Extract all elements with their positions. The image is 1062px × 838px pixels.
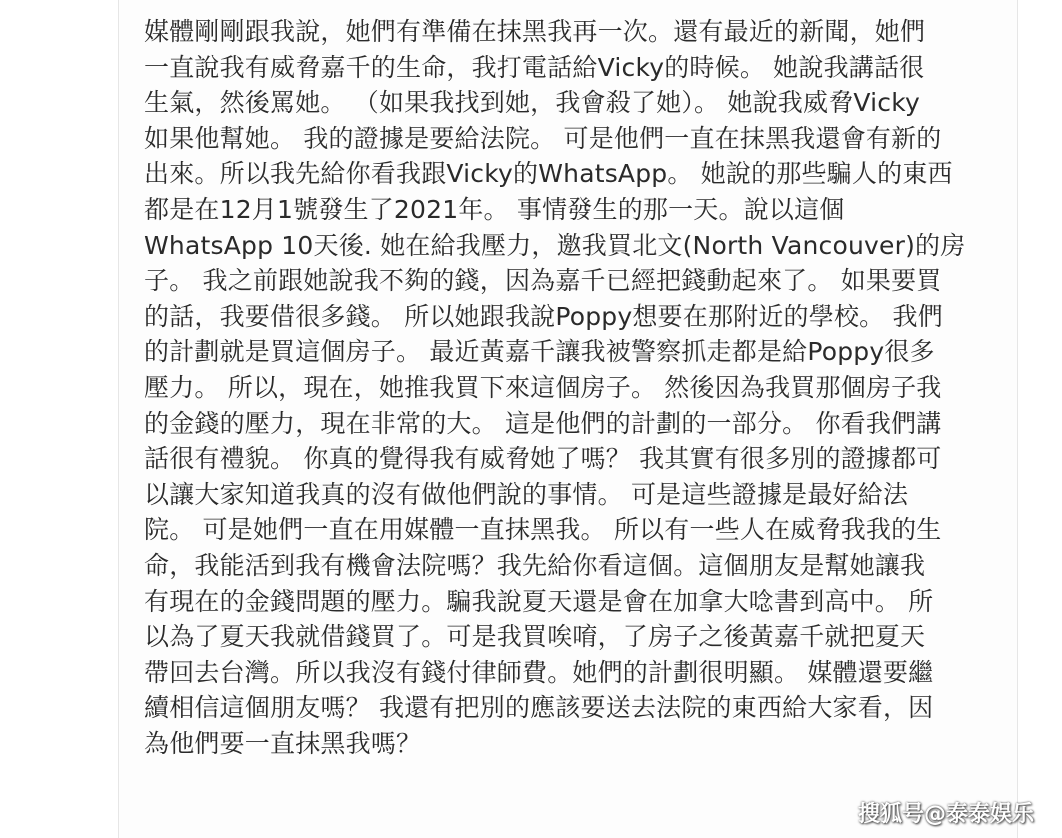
post-line-9: 的話，我要借很多錢。 所以她跟我說Poppy想要在那附近的學校。 我們	[144, 301, 943, 331]
post-line-14: 以讓大家知道我真的沒有做他們說的事情。 可是這些證據是最好給法	[144, 479, 909, 509]
post-line-11: 壓力。 所以，現在，她推我買下來這個房子。 然後因為我買那個房子我	[144, 372, 942, 402]
post-line-21: 為他們要一直抹黑我嗎？	[144, 728, 422, 758]
post-line-1: 媒體剛剛跟我說，她們有準備在抹黑我再一次。還有最近的新聞，她們	[144, 17, 926, 46]
post-line-4: 如果他幫她。 我的證據是要給法院。 可是他們一直在抹黑我還會有新的	[144, 123, 942, 153]
post-line-5: 出來。所以我先給你看我跟Vicky的WhatsApp。 她說的那些騙人的東西	[144, 159, 953, 189]
post-line-2: 一直說我有威脅嘉千的生命，我打電話給Vicky的時候。 她說我講話很	[144, 52, 925, 82]
post-line-17: 有現在的金錢問題的壓力。騙我說夏天還是會在加拿大唸書到高中。 所	[144, 586, 934, 616]
post-line-6: 都是在12月1號發生了2021年。 事情發生的那一天。說以這個	[144, 194, 845, 224]
post-line-19: 帶回去台灣。所以我沒有錢付律師費。她們的計劃很明顯。 媒體還要繼	[144, 657, 934, 687]
post-line-10: 的計劃就是買這個房子。 最近黃嘉千讓我被警察抓走都是給Poppy很多	[144, 337, 935, 367]
post-line-3: 生氣，然後罵她。 （如果我找到她，我會殺了她）。 她說我威脅Vicky	[144, 88, 921, 118]
post-line-15: 院。 可是她們一直在用媒體一直抹黑我。 所以有一些人在威脅我我的生	[144, 515, 942, 545]
post-line-20: 續相信這個朋友嗎？ 我還有把別的應該要送去法院的東西給大家看，因	[144, 693, 934, 723]
source-watermark: 搜狐号@泰泰娱乐	[857, 802, 1034, 827]
post-body	[144, 14, 1004, 761]
post-line-12: 的金錢的壓力，現在非常的大。 這是他們的計劃的一部分。 你看我們講	[144, 408, 942, 438]
post-line-16: 命，我能活到我有機會法院嗎？我先給你看這個。這個朋友是幫她讓我	[144, 550, 926, 580]
post-line-7: WhatsApp 10天後. 她在給我壓力，邀我買北文(North Vancouver)的房	[144, 230, 966, 260]
post-line-8: 子。 我之前跟她說我不夠的錢，因為嘉千已經把錢動起來了。 如果要買	[144, 266, 942, 296]
post-line-18: 以為了夏天我就借錢買了。可是我買唉唷，了房子之後黃嘉千就把夏天	[144, 622, 926, 652]
post-line-13: 話很有禮貌。 你真的覺得我有威脅她了嗎？ 我其實有很多別的證據都可	[144, 444, 942, 474]
